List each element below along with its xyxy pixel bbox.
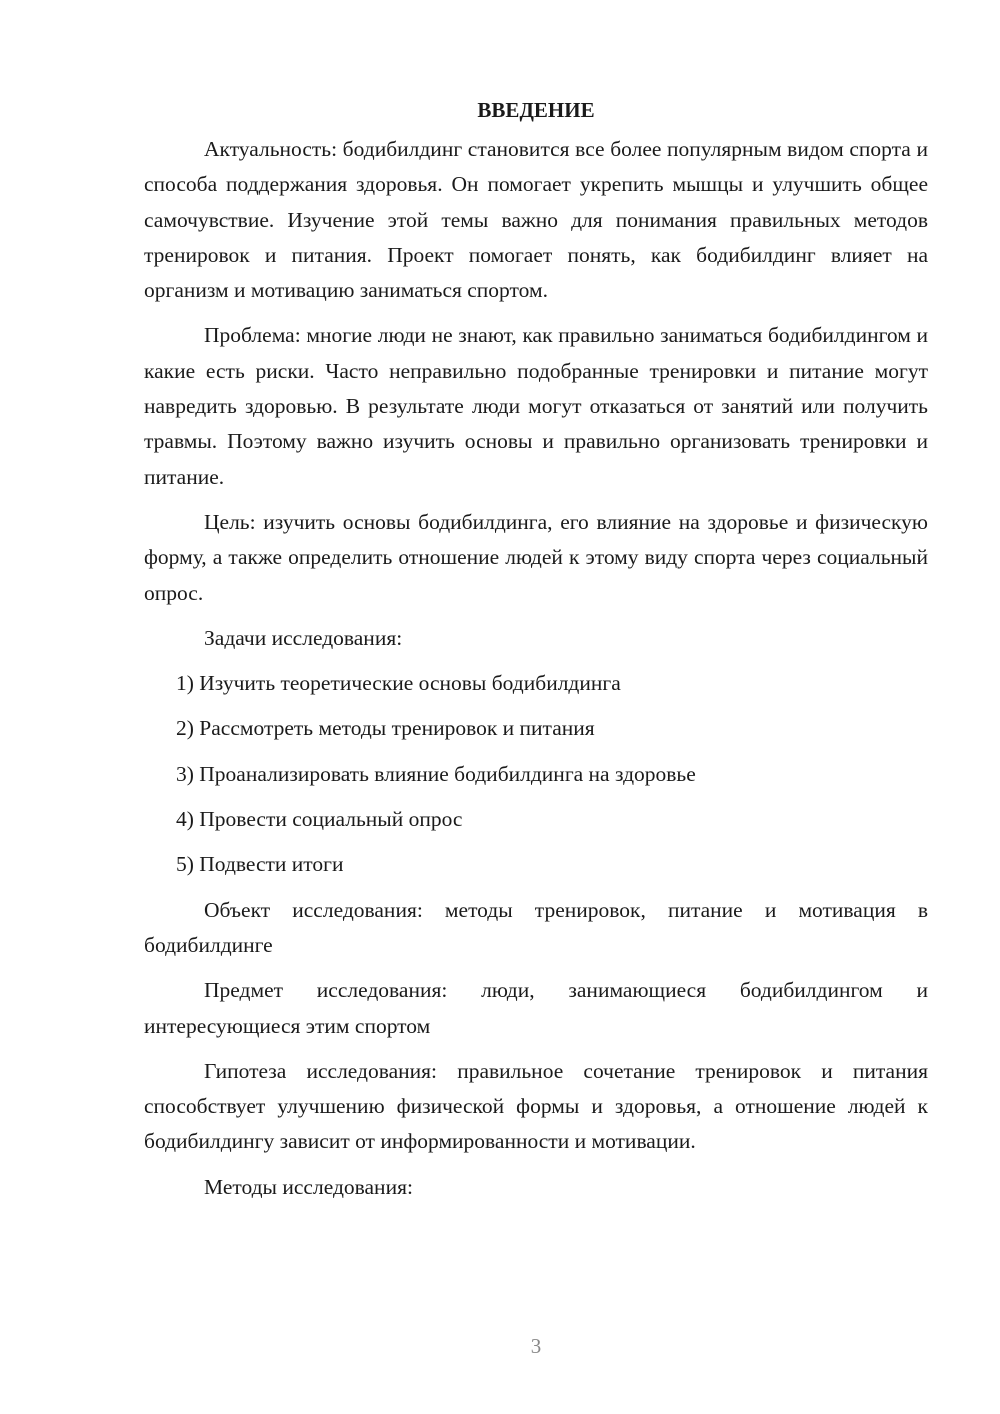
methods-heading: Методы исследования:: [204, 1174, 413, 1199]
relevance-paragraph: Актуальность: бодибилдинг становится все более популярным видом спорта и способа поддержания здоровья. Он помогает укрепить мышцы и улучшить общее самочувствие. Изучение этой темы важно для понимания правильных методов тренировок и питания. Проект помогает понять, как бодибилдинг влияет на организм и мотивацию заниматься спортом.: [144, 137, 928, 303]
tasks-list: [144, 666, 928, 882]
document-page: [144, 96, 928, 1215]
hypothesis-paragraph: Гипотеза исследования: правильное сочетание тренировок и питания способствует улучшению физической формы и здоровья, а отношение людей к бодибилдингу зависит от информированности и мотивации.: [144, 1058, 928, 1154]
object-paragraph: Объект исследования: методы тренировок, питание и мотивация в бодибилдинге: [144, 897, 928, 957]
problem-paragraph: Проблема: многие люди не знают, как правильно заниматься бодибилдингом и какие есть риски. Часто неправильно подобранные тренировки и питание могут навредить здоровью. В результате люди могут отказаться от занятий или получить травмы. Поэтому важно изучить основы и правильно организовать тренировки и питание.: [144, 323, 928, 489]
list-item: 3) Проанализировать влияние бодибилдинга на здоровье: [176, 761, 696, 786]
goal-paragraph: Цель: изучить основы бодибилдинга, его влияние на здоровье и физическую форму, а также определить отношение людей к этому виду спорта через социальный опрос.: [144, 509, 928, 605]
list-item: 4) Провести социальный опрос: [176, 807, 463, 832]
list-item: 5) Подвести итоги: [176, 852, 344, 877]
page-title: ВВЕДЕНИЕ: [477, 98, 595, 122]
page-number: 3: [530, 1334, 542, 1358]
tasks-heading: Задачи исследования:: [204, 625, 403, 650]
subject-paragraph: Предмет исследования: люди, занимающиеся бодибилдингом и интересующиеся этим спортом: [144, 978, 928, 1038]
list-item: 2) Рассмотреть методы тренировок и питания: [176, 716, 595, 741]
list-item: 1) Изучить теоретические основы бодибилдинга: [176, 671, 621, 696]
